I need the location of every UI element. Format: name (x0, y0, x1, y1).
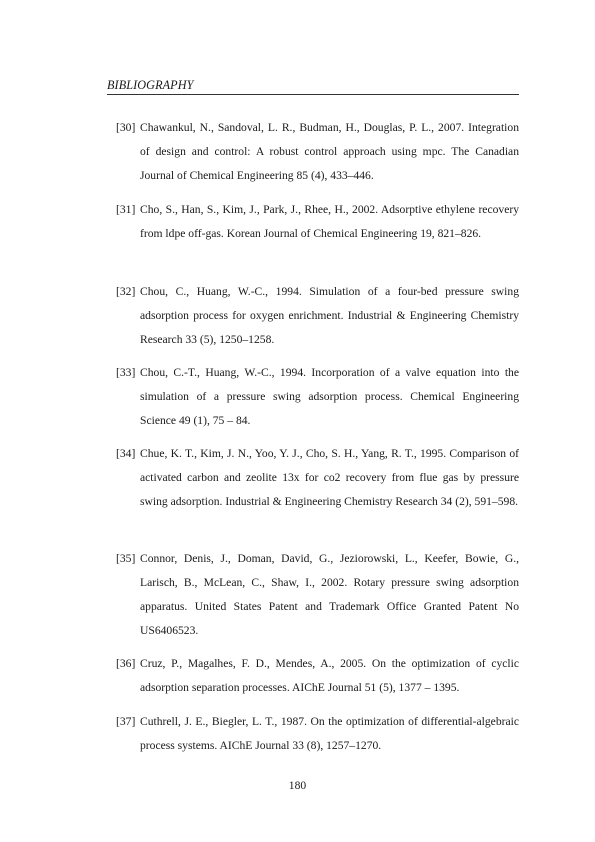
reference-text: Chue, K. T., Kim, J. N., Yoo, Y. J., Cho, S. H., Yang, R. T., 1995. Comparison of activated carbon and zeolite 13x for co2 recovery from flue gas by pressure swing adsorption. Industrial & Engineering Chemistry Research 34 (2), 591–598. (140, 447, 519, 508)
running-header: BIBLIOGRAPHY (107, 78, 194, 92)
reference-number: [35] (116, 552, 136, 565)
reference-number: [33] (116, 366, 136, 379)
reference-text: Connor, Denis, J., Doman, David, G., Jeziorowski, L., Keefer, Bowie, G., Larisch, B., McLean, C., Shaw, I., 2002. Rotary pressure swing adsorption apparatus. United States Patent and Trademark Office Granted Patent No US6406523. (140, 552, 519, 637)
reference-text: Cuthrell, J. E., Biegler, L. T., 1987. On the optimization of differential-algebraic process systems. AIChE Journal 33 (8), 1257–1270. (140, 715, 519, 752)
header-rule (107, 94, 519, 95)
reference-text: Chawankul, N., Sandoval, L. R., Budman, H., Douglas, P. L., 2007. Integration of design and control: A robust control approach using mpc. The Canadian Journal of Chemical Engineering 85 (4), 433–446. (140, 121, 519, 182)
reference-number: [32] (116, 285, 136, 298)
reference-text: Cho, S., Han, S., Kim, J., Park, J., Rhee, H., 2002. Adsorptive ethylene recovery from ldpe off-gas. Korean Journal of Chemical Engineering 19, 821–826. (140, 203, 519, 240)
reference-number: [37] (116, 715, 136, 728)
reference-number: [34] (116, 447, 136, 460)
page-number: 180 (288, 779, 307, 792)
reference-text: Chou, C., Huang, W.-C., 1994. Simulation of a four-bed pressure swing adsorption process for oxygen enrichment. Industrial & Engineering Chemistry Research 33 (5), 1250–1258. (140, 285, 519, 346)
reference-text: Cruz, P., Magalhes, F. D., Mendes, A., 2005. On the optimization of cyclic adsorption separation processes. AIChE Journal 51 (5), 1377 – 1395. (140, 657, 519, 694)
reference-number: [31] (116, 203, 136, 216)
reference-number: [36] (116, 657, 136, 670)
reference-number: [30] (116, 121, 136, 134)
reference-text: Chou, C.-T., Huang, W.-C., 1994. Incorporation of a valve equation into the simulation of a pressure swing adsorption process. Chemical Engineering Science 49 (1), 75 – 84. (140, 366, 519, 427)
